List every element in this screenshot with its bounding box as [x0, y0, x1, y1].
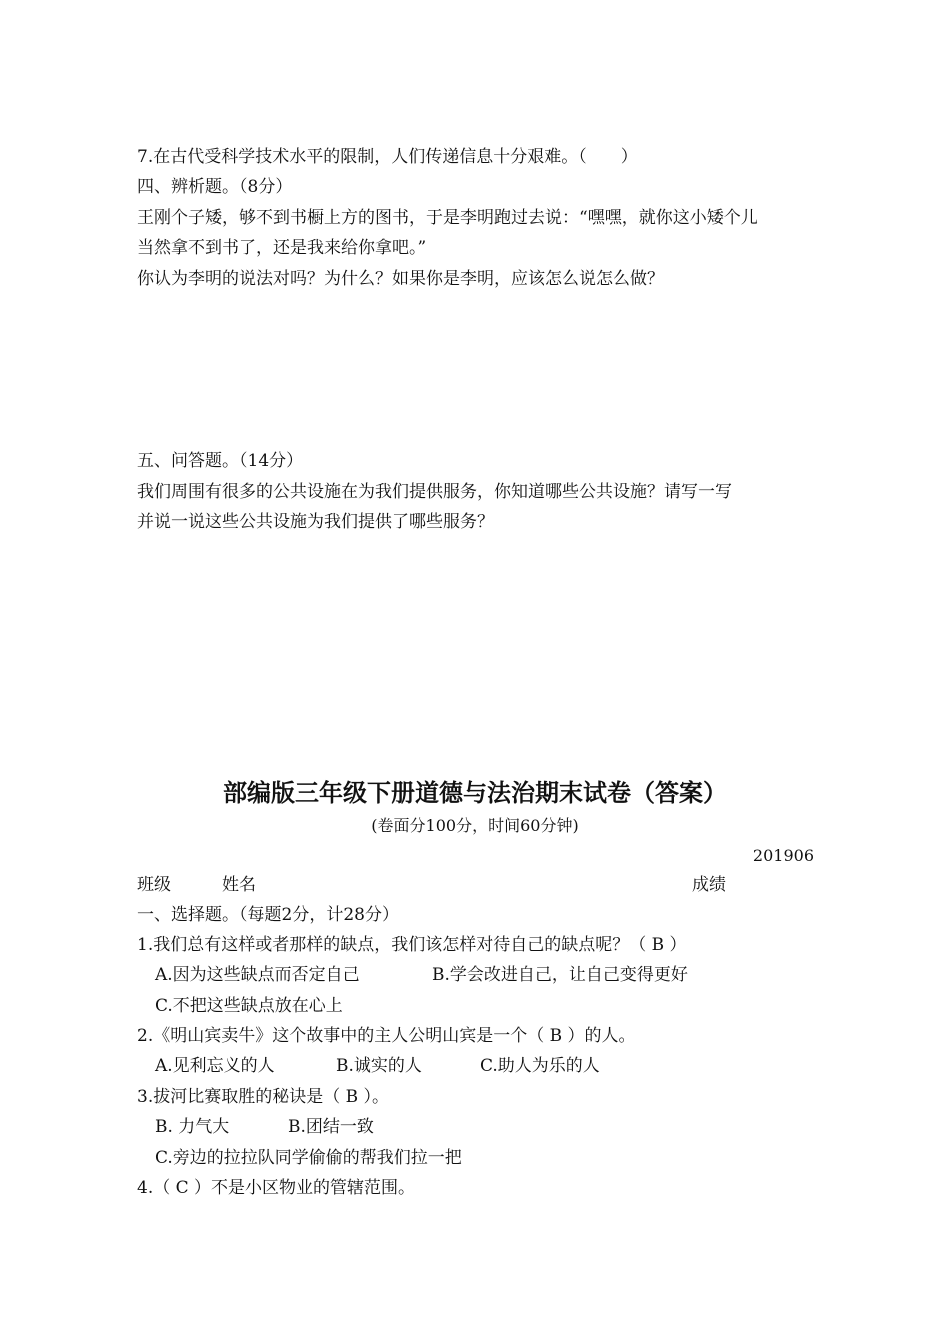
score-label: 成绩: [692, 875, 726, 895]
date-code: 201906: [752, 846, 814, 865]
answer-sheet-title: 部编版三年级下册道德与法治期末试卷（答案）: [223, 779, 727, 807]
name-label: 姓名: [222, 875, 256, 895]
section-1-heading: 一、选择题。（每题2分，计28分）: [137, 905, 399, 925]
section-4-heading: 四、辨析题。（8分）: [137, 177, 293, 197]
question-2-option-c: C.助人为乐的人: [480, 1056, 600, 1076]
question-7: 7.在古代受科学技术水平的限制，人们传递信息十分艰难。（ ）: [137, 147, 638, 167]
section-4-question: 你认为李明的说法对吗？为什么？如果你是李明，应该怎么说怎么做？: [137, 269, 664, 289]
question-2-option-b: B.诚实的人: [336, 1056, 422, 1076]
question-1-option-b: B.学会改进自己，让自己变得更好: [432, 965, 688, 985]
question-2-option-a: A.见利忘义的人: [155, 1056, 275, 1076]
question-3-option-c: C.旁边的拉拉队同学偷偷的帮我们拉一把: [155, 1148, 462, 1168]
section-5-line-1: 我们周围有很多的公共设施在为我们提供服务，你知道哪些公共设施？请写一写: [137, 482, 732, 502]
question-2: 2.《明山宾卖牛》这个故事中的主人公明山宾是一个（ B ）的人。: [137, 1026, 636, 1046]
question-1-option-c: C.不把这些缺点放在心上: [155, 996, 343, 1016]
question-1-option-a: A.因为这些缺点而否定自己: [155, 965, 360, 985]
section-4-story-line-2: 当然拿不到书了，还是我来给你拿吧。”: [137, 238, 427, 258]
question-3: 3.拔河比赛取胜的秘诀是（ B ）。: [137, 1087, 390, 1107]
section-5-heading: 五、问答题。（14分）: [137, 451, 304, 471]
question-4: 4.（ C ）不是小区物业的管辖范围。: [137, 1178, 416, 1198]
answer-sheet-subtitle: (卷面分100分，时间60分钟): [371, 816, 579, 835]
question-3-option-b: B.团结一致: [288, 1117, 374, 1137]
question-1: 1.我们总有这样或者那样的缺点，我们该怎样对待自己的缺点呢？（ B ）: [137, 935, 687, 955]
class-label: 班级: [137, 875, 171, 895]
question-3-option-a: B. 力气大: [155, 1117, 230, 1137]
section-5-line-2: 并说一说这些公共设施为我们提供了哪些服务？: [137, 512, 494, 532]
section-4-story-line-1: 王刚个子矮，够不到书橱上方的图书，于是李明跑过去说：“嘿嘿，就你这小矮个儿: [137, 208, 758, 228]
